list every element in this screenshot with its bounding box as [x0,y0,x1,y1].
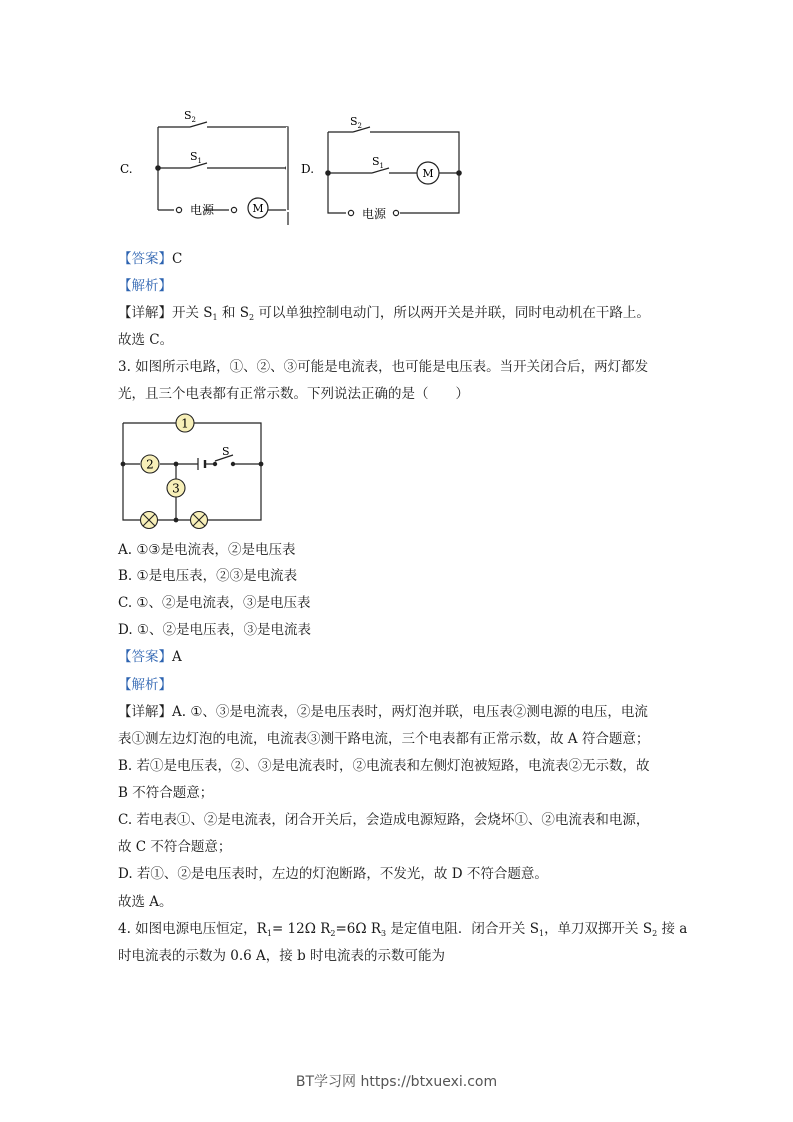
q3-detail-line-5: C. 若电表①、②是电流表，闭合开关后，会造成电源短路，会烧坏①、②电流表和电源， [118,812,650,828]
q3-stem-line-1: 3. 如图所示电路，①、②、③可能是电流表，也可能是电压表。当开关闭合后，两灯都发 [118,359,649,375]
q4-stem-line-2: 时电流表的示数为 0.6 A，接 b 时电流表的示数可能为 [118,948,446,964]
meter-3-label: 3 [172,481,180,496]
power-label-c: 电源 [190,203,215,217]
q3-option-b: B. ①是电压表，②③是电流表 [118,568,298,584]
circuit-d-wires [328,127,459,213]
motor-c-label: M [252,202,264,215]
q3-option-a: A. ①③是电流表，②是电压表 [118,542,296,558]
meter-2-label: 2 [146,457,154,472]
switch-s1-label-c: $S_1$ [190,150,203,165]
q4-stem-line-1: 4. 如图电源电压恒定，$R_1= 12\Omega$ $R_2=6\Omega$ $R_3$ 是定值电阻．闭合开关 $S_1$，单刀双掷开关 $S_2$ 接 a [118,921,688,938]
switch-s1-label-d: $S_1$ [372,155,385,170]
q3-option-d: D. ①、②是电压表，③是电流表 [118,622,312,638]
q2-detail: 【详解】开关 $S_1$ 和 $S_2$ 可以单独控制电动门，所以两开关是并联，同时电动机在干路上。 [118,305,650,322]
option-d-label: D. [301,162,315,176]
q3-conclusion: 故选 A。 [118,894,173,910]
switch-s2-label-c: $S_2$ [184,109,197,124]
circuit-figure-options-cd [110,100,470,225]
q2-conclusion: 故选 C。 [118,332,174,348]
q3-option-c: C. ①、②是电流表，③是电压表 [118,595,311,611]
q3-answer: 【答案】A [118,649,182,665]
switch-s2-label-d: $S_2$ [350,115,363,130]
footer-watermark: BT学习网 https://btxuexi.com [295,1074,498,1090]
power-label-d: 电源 [362,207,387,221]
q3-detail-line-2: 表①测左边灯泡的电流，电流表③测干路电流，三个电表都有正常示数，故 A 符合题意； [118,731,650,747]
switch-s-label: S [222,445,230,458]
q3-detail-line-1: 【详解】A. ①、③是电流表，②是电压表时，两灯泡并联，电压表②测电源的电压，电流 [118,704,648,720]
q2-answer: 【答案】C [118,251,183,267]
meter-1-label: 1 [181,416,189,431]
q3-detail-line-7: D. 若①、②是电压表时，左边的灯泡断路，不发光，故 D 不符合题意。 [118,866,548,882]
q3-stem-line-2: 光，且三个电表都有正常示数。下列说法正确的是（ ） [118,386,469,402]
motor-d-label: M [422,167,434,180]
circuit-figure-q3 [115,408,270,530]
option-c-label: C. [120,162,133,176]
q3-detail-line-4: B 不符合题意； [118,785,214,801]
q3-detail-line-3: B. 若①是电压表，②、③是电流表时，②电流表和左侧灯泡被短路，电流表②无示数，故 [118,758,650,774]
q2-analysis-tag: 【解析】 [118,278,172,294]
q3-detail-line-6: 故 C 不符合题意； [118,839,232,855]
q3-analysis-tag: 【解析】 [118,677,172,693]
